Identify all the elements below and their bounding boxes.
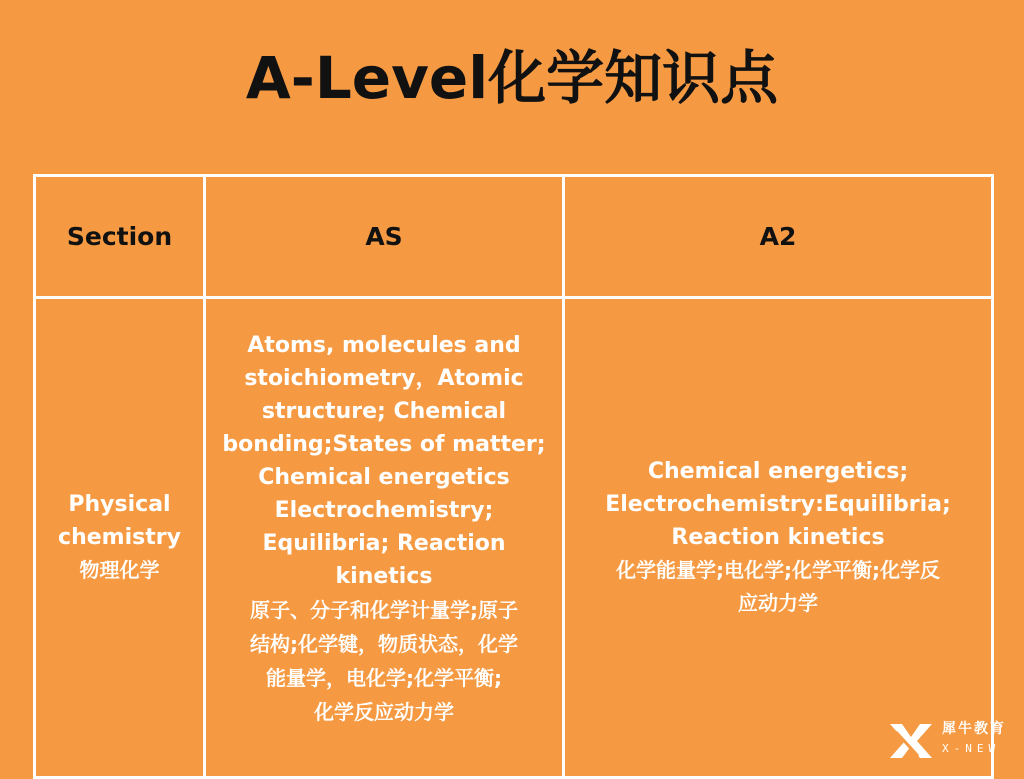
a2-zh-line: 化学能量学;电化学;化学平衡;化学反 [616,558,940,582]
section-en-line: Physical [68,492,171,517]
a2-zh-line: 应动力学 [738,591,818,615]
as-en-line: Equilibria; Reaction [262,531,506,556]
logo-cn-text: 犀牛教育 [942,721,1006,737]
logo-en-text: X-NEW [942,742,1001,755]
as-en-line: Electrochemistry; [274,498,494,523]
a2-en-line: Electrochemistry:Equilibria; [605,492,951,517]
as-zh-line: 化学反应动力学 [314,700,454,724]
knowledge-table [33,174,994,779]
a2-en-line: Chemical energetics; [647,459,909,484]
section-cell [35,298,205,778]
a2-cell [564,298,993,778]
as-en-line: Chemical energetics [258,465,510,490]
a2-en-line: Reaction kinetics [671,525,885,550]
header-as: AS [205,176,564,298]
as-en-line: bonding;States of matter; [222,432,546,457]
header-a2: A2 [564,176,993,298]
page-title: A-Level化学知识点 [245,44,779,112]
table-header-row [35,176,993,298]
as-zh-line: 能量学，电化学;化学平衡; [266,666,502,690]
section-en-line: chemistry [58,525,181,550]
as-en-line: Atoms, molecules and [247,333,521,358]
as-en-line: stoichiometry，Atomic [244,366,524,391]
x-new-logo-icon [888,720,934,762]
as-cell [205,298,564,778]
as-en-line: kinetics [335,564,433,589]
table-row [35,298,993,778]
as-zh-line: 结构;化学键，物质状态，化学 [250,632,518,656]
as-zh-line: 原子、分子和化学计量学;原子 [250,598,518,622]
section-zh: 物理化学 [79,558,160,582]
header-section: Section [35,176,205,298]
as-en-line: structure; Chemical [261,399,507,424]
x-new-logo [888,720,1016,762]
